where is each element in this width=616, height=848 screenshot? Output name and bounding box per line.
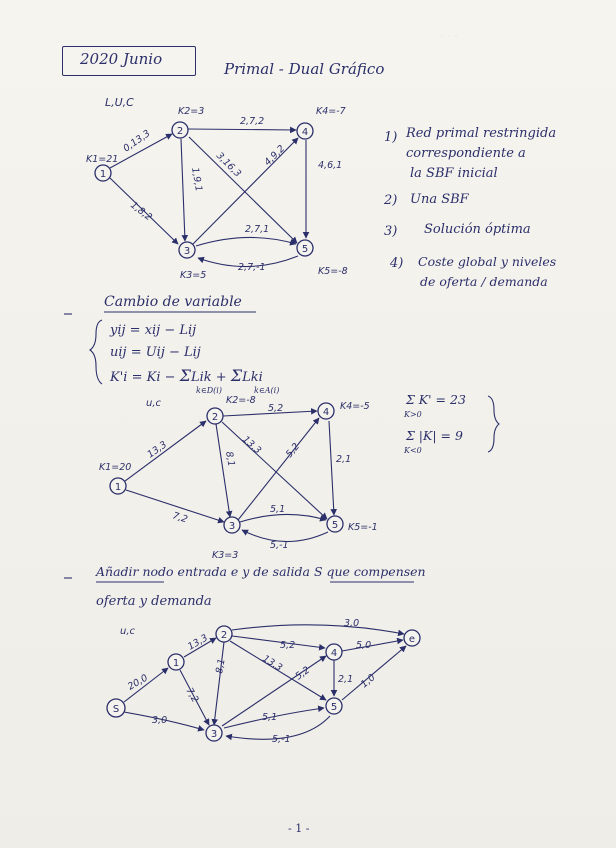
sum-term-1: Lik <box>190 370 212 385</box>
sum-negative: Σ |K| = 9 <box>406 428 463 443</box>
g2-arc-label-4-5: 2,1 <box>336 454 352 465</box>
g1-node-3-label: 3 <box>183 246 191 257</box>
g3-arc-label-4-5: 2,1 <box>338 674 354 685</box>
q2-number: 2) <box>384 193 398 208</box>
g1-arc-3-5 <box>196 237 296 246</box>
change-heading: Cambio de variable <box>104 294 242 310</box>
add-line1: Añadir nodo entrada e y de salida S que compensen <box>96 564 426 579</box>
g1-arc-label-5-3: 2,7,-1 <box>238 262 266 273</box>
g1-node-5-label: 5 <box>301 244 309 255</box>
g2-supply-5: K5=-1 <box>348 522 378 533</box>
g3-arc-label-4-e: 5,0 <box>356 640 372 651</box>
g1-node-2-label: 2 <box>176 126 184 137</box>
q1-line3: la SBF inicial <box>410 166 498 181</box>
right-brace <box>488 396 499 452</box>
q1-line2: correspondiente a <box>406 146 526 161</box>
eq-k-lhs: K'i = Ki − <box>110 370 180 385</box>
g2-tag: u,c <box>146 398 162 409</box>
q4-number: 4) <box>390 256 404 271</box>
g1-tag: L,U,C <box>105 96 134 109</box>
g3-arc-2-3 <box>214 642 224 725</box>
g2-arc-label-5-3: 5,-1 <box>270 540 289 551</box>
g3-arc-5-e <box>342 646 406 700</box>
g3-arc-label-5-e: 1,0 <box>358 672 378 691</box>
sum-sub-1: k∈D(i) <box>196 386 222 395</box>
q3-text: Solución óptima <box>424 222 531 237</box>
g1-arc-label-1-3: 1,8,2 <box>128 199 154 224</box>
g1-node-1-label: 1 <box>99 169 107 180</box>
q4-line1: Coste global y niveles <box>418 254 557 269</box>
g1-supply-5: K5=-8 <box>318 266 348 277</box>
g3-arc-label-1-3: 7,2 <box>183 686 201 705</box>
add-line2: oferta y demanda <box>96 594 212 609</box>
g2-arc-4-5 <box>329 421 334 515</box>
g1-node-4-label: 4 <box>301 127 309 138</box>
eq-u: uij = Uij − Lij <box>110 345 201 360</box>
graph2-nodes <box>110 403 343 533</box>
g3-arc-label-1-2: 13,3 <box>186 632 210 653</box>
g2-supply-1: K1=20 <box>99 462 132 473</box>
g2-arc-2-3 <box>216 424 230 517</box>
q4-line2: de oferta / demanda <box>420 274 548 289</box>
g3-arc-label-s-3: 3,0 <box>152 715 168 726</box>
g3-arc-label-2-5: 13,3 <box>260 653 285 674</box>
g1-supply-2: K2=3 <box>178 106 205 117</box>
q1-line1: Red primal restringida <box>406 126 557 141</box>
g1-supply-1: K1=21 <box>86 154 119 165</box>
g3-node-4-label: 4 <box>330 648 338 659</box>
q3-number: 3) <box>384 224 398 239</box>
g3-arc-label-s-1: 20,0 <box>126 672 150 693</box>
g2-arc-label-2-5: 13,3 <box>239 434 264 457</box>
g2-arc-label-2-3: 8,1 <box>223 450 237 468</box>
g1-arc-label-2-4: 2,7,2 <box>240 116 265 127</box>
page-title: Primal - Dual Gráfico <box>224 60 385 78</box>
sum-positive-sub: K>0 <box>404 410 422 419</box>
g1-supply-3: K3=5 <box>180 270 207 281</box>
sum-positive: Σ K' = 23 <box>406 392 466 407</box>
eq-k <box>110 366 263 385</box>
g3-node-1-label: 1 <box>172 658 180 669</box>
g3-node-2-label: 2 <box>220 630 228 641</box>
sum-negative-sub: K<0 <box>404 446 422 455</box>
sum-sign-1: Σ <box>179 366 191 385</box>
date-text: 2020 Junio <box>80 50 163 68</box>
g2-supply-2: K2=-8 <box>226 395 256 406</box>
g3-arc-label-2-4: 5,2 <box>280 640 296 651</box>
g3-tag: u,c <box>120 626 136 637</box>
g3-arc-2-e <box>232 625 404 634</box>
g1-supply-4: K4=-7 <box>316 106 346 117</box>
g1-arc-label-4-5: 4,6,1 <box>318 160 343 171</box>
bleed-through: · · · <box>440 30 458 43</box>
g3-arc-label-3-4: 5,2 <box>293 664 313 683</box>
g2-node-2-label: 2 <box>211 412 219 423</box>
g3-arc-2-4 <box>232 636 325 648</box>
eq-plus: + <box>211 370 231 385</box>
q1-number: 1) <box>384 130 398 145</box>
eq-y: yij = xij − Lij <box>110 323 197 338</box>
g2-arc-label-3-4: 5,2 <box>283 441 303 460</box>
g2-arc-label-2-4: 5,2 <box>268 403 284 414</box>
g3-arc-label-2-3: 8,1 <box>214 657 228 675</box>
left-brace <box>90 320 102 384</box>
g1-arc-label-2-5: 3,16,3 <box>213 150 244 180</box>
g3-arc-label-5-3: 5,-1 <box>272 734 291 745</box>
q2-text: Una SBF <box>410 192 469 207</box>
g2-arc-label-3-5: 5,1 <box>270 504 286 515</box>
g1-arc-label-3-5: 2,7,1 <box>245 224 270 235</box>
g2-arc-1-2 <box>125 421 206 481</box>
g3-arc-label-3-5: 5,1 <box>262 712 278 723</box>
sum-sub-2: k∈A(i) <box>254 386 280 395</box>
g3-node-s-label: S <box>112 704 120 715</box>
sum-sign-2: Σ <box>230 366 243 385</box>
g3-arc-label-2-e: 3,0 <box>344 618 360 629</box>
g2-arc-label-1-3: 7,2 <box>171 510 189 526</box>
g2-node-1-label: 1 <box>114 482 122 493</box>
g2-arc-3-5 <box>240 514 326 522</box>
g1-arc-label-1-2: 0,13,3 <box>121 128 153 155</box>
g3-node-5-label: 5 <box>330 702 338 713</box>
g2-supply-3: K3=3 <box>212 550 239 561</box>
g2-node-4-label: 4 <box>322 407 330 418</box>
sum-term-2: Lki <box>242 370 263 385</box>
g2-supply-4: K4=-5 <box>340 401 370 412</box>
g3-node-3-label: 3 <box>210 729 218 740</box>
g1-arc-label-3-4: 4,9,2 <box>262 143 288 169</box>
g1-arc-2-4 <box>188 129 296 130</box>
g3-node-e-label: e <box>408 634 416 645</box>
g1-arc-label-2-3: 1,9,1 <box>189 166 205 193</box>
g2-node-3-label: 3 <box>228 521 236 532</box>
g2-node-5-label: 5 <box>331 520 339 531</box>
g1-arc-2-3 <box>181 139 185 241</box>
g2-arc-label-1-2: 13,3 <box>145 439 170 461</box>
page-number: - 1 - <box>288 822 310 835</box>
g3-arc-4-e <box>342 640 403 651</box>
